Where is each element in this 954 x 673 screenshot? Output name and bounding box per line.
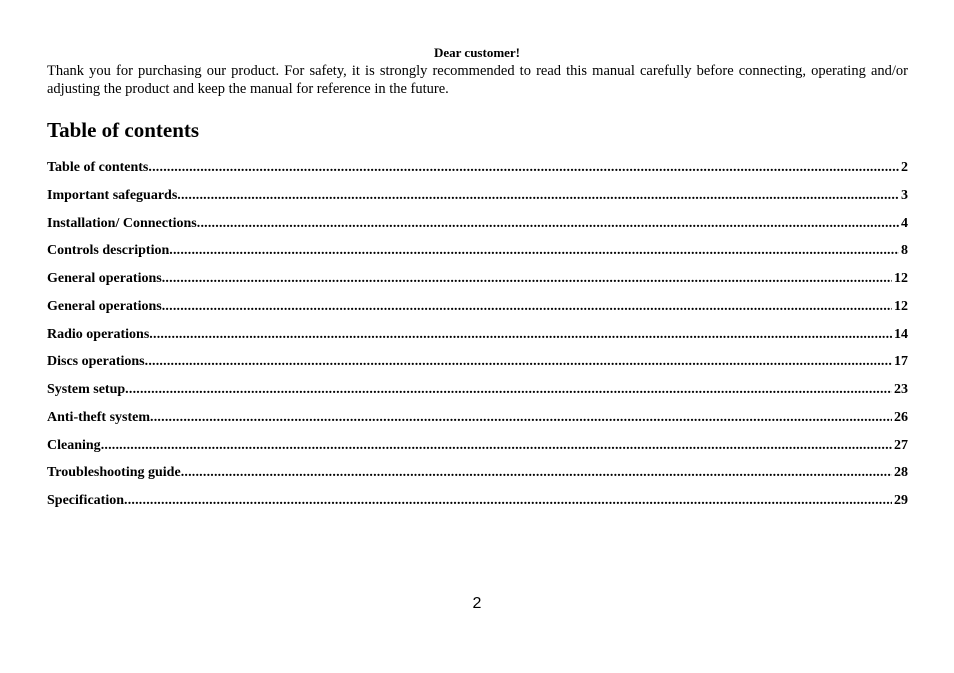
toc-entry-general-operations-2[interactable] bbox=[47, 297, 908, 325]
toc-entry-title: System setup bbox=[47, 382, 126, 397]
toc-entry-specification[interactable] bbox=[47, 491, 908, 519]
toc-dot-leader bbox=[150, 408, 892, 428]
toc-entry-page: 28 bbox=[894, 465, 908, 481]
toc-entry-page: 2 bbox=[901, 160, 908, 175]
toc-entry-page: 12 bbox=[894, 298, 908, 314]
toc-entry-title: Radio operations bbox=[47, 326, 150, 342]
toc-entry-title: Important safeguards bbox=[47, 187, 178, 203]
toc-entry-title: Table of contents bbox=[47, 160, 149, 175]
greeting-heading: Dear customer! bbox=[433, 45, 521, 60]
toc-entry-title: Anti-theft system bbox=[47, 409, 151, 425]
toc-entry-installation-connections[interactable] bbox=[47, 214, 908, 242]
toc-dot-leader bbox=[197, 214, 899, 234]
toc-entry-cleaning[interactable] bbox=[47, 436, 908, 464]
toc-dot-leader bbox=[148, 158, 899, 178]
toc-entry-controls-description[interactable] bbox=[47, 241, 908, 269]
toc-entry-page: 27 bbox=[894, 437, 908, 453]
toc-entry-page: 12 bbox=[894, 271, 908, 286]
toc-entry-title: Troubleshooting guide bbox=[47, 465, 181, 481]
toc-dot-leader bbox=[124, 491, 892, 511]
toc-entry-title: General operations bbox=[47, 298, 162, 314]
toc-dot-leader bbox=[125, 380, 892, 400]
toc-entry-anti-theft-system[interactable] bbox=[47, 408, 908, 436]
toc-dot-leader bbox=[162, 269, 892, 289]
toc-entry-title: Discs operations bbox=[47, 354, 145, 370]
toc-entry-page: 14 bbox=[894, 326, 908, 342]
toc-entry-page: 17 bbox=[894, 354, 908, 370]
toc-entry-page: 3 bbox=[901, 187, 908, 203]
toc-entry-system-setup[interactable] bbox=[47, 380, 908, 408]
toc-entry-page: 29 bbox=[894, 493, 908, 508]
toc-entry-table-of-contents[interactable] bbox=[47, 158, 908, 186]
toc-entry-important-safeguards[interactable] bbox=[47, 186, 908, 214]
toc-dot-leader bbox=[101, 436, 892, 456]
toc-entry-page: 4 bbox=[901, 215, 908, 231]
toc-entry-page: 8 bbox=[901, 243, 908, 259]
toc-dot-leader bbox=[181, 463, 892, 483]
toc-dot-leader bbox=[149, 325, 892, 345]
toc-dot-leader bbox=[169, 241, 899, 261]
toc-entry-title: General operations bbox=[47, 271, 162, 286]
toc-entry-page: 26 bbox=[894, 409, 908, 425]
toc-entry-general-operations[interactable] bbox=[47, 269, 908, 297]
toc-entry-title: Cleaning bbox=[47, 437, 101, 453]
toc-entry-title: Installation/ Connections bbox=[47, 215, 197, 231]
toc-dot-leader bbox=[162, 297, 892, 317]
toc-dot-leader bbox=[177, 186, 899, 206]
toc-entry-page: 23 bbox=[894, 382, 908, 397]
toc-entry-title: Controls description bbox=[47, 243, 170, 259]
toc-entry-discs-operations[interactable] bbox=[47, 352, 908, 380]
toc-entry-troubleshooting-guide[interactable] bbox=[47, 463, 908, 491]
toc-dot-leader bbox=[145, 352, 892, 372]
toc-heading: Table of contents bbox=[47, 118, 200, 142]
toc-list bbox=[47, 158, 908, 519]
intro-paragraph: Thank you for purchasing our product. For safety, it is strongly recommended to read this manual carefully before connecting, operating and/or adjusting the product and keep the manual for reference in the future. bbox=[47, 63, 908, 97]
toc-entry-radio-operations[interactable] bbox=[47, 325, 908, 353]
page-number: 2 bbox=[472, 595, 482, 612]
toc-entry-title: Specification bbox=[47, 493, 124, 508]
